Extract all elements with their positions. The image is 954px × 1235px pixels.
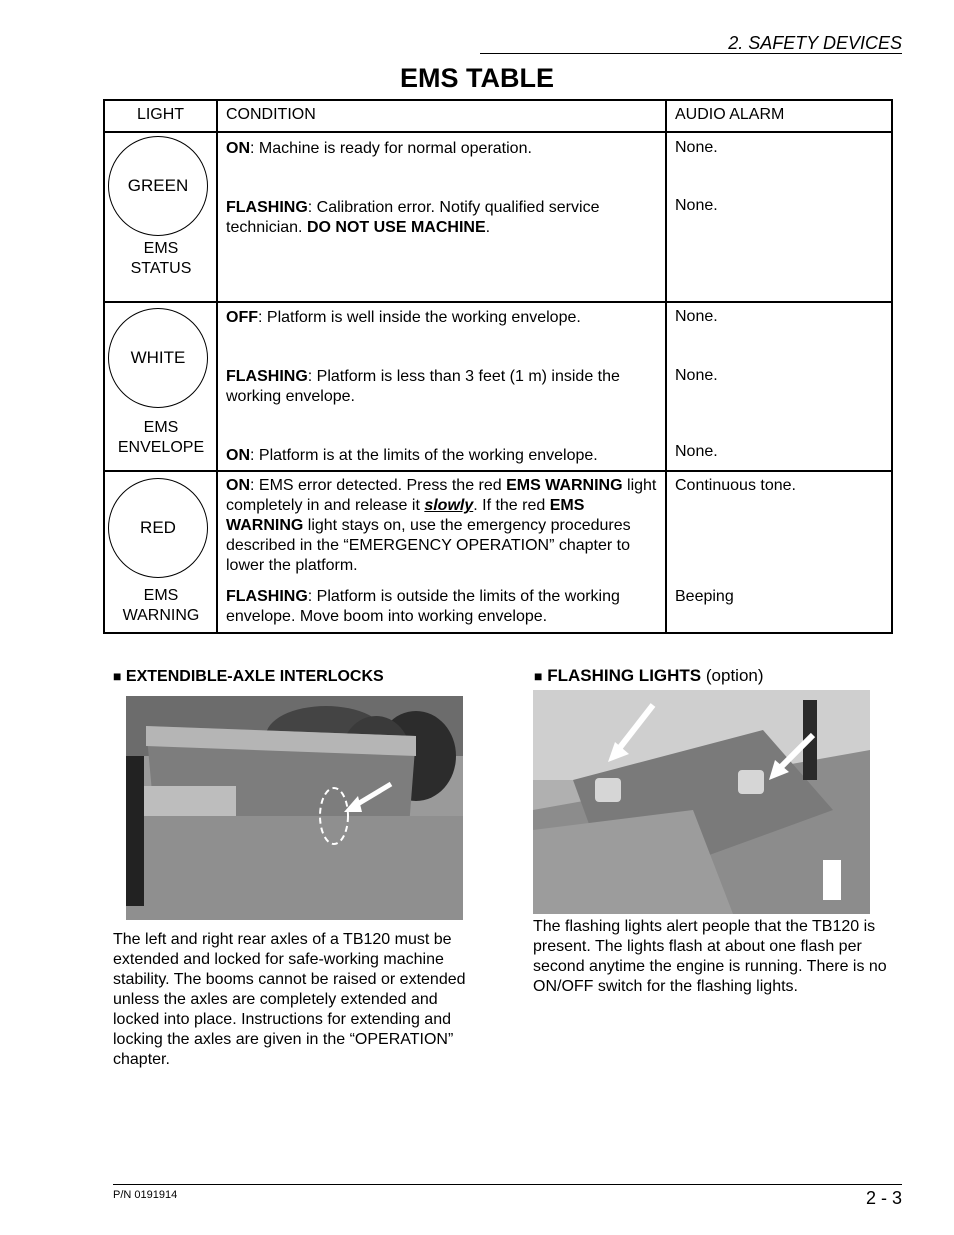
light-label-ems-status: EMS STATUS [130,240,192,277]
table-row-white [104,302,892,471]
page-title: EMS TABLE [400,63,554,93]
lights-photo-illustration [533,690,870,914]
condition-white-flashing: FLASHING: Platform is less than 3 feet (1 m) inside the working envelope. [226,368,620,405]
square-bullet-icon: ■ [534,668,543,684]
condition-white-off: OFF: Platform is well inside the working envelope. [226,309,581,326]
flashing-lights-photo [533,690,870,914]
condition-green-flashing: FLASHING: Calibration error. Notify qualified service technician. DO NOT USE MACHINE. [226,199,600,236]
header-condition: CONDITION [217,100,666,132]
light-label-ems-envelope: EMS ENVELOPE [117,419,205,456]
alarm-white-on: None. [675,443,718,460]
condition-red-flashing: FLASHING: Platform is outside the limits of the working envelope. Move boom into working envelope. [226,588,620,625]
condition-white-on: ON: Platform is at the limits of the working envelope. [226,447,598,464]
axle-photo-illustration [126,696,463,920]
alarm-red-on: Continuous tone. [675,477,796,494]
light-label-ems-warning: EMS WARNING [122,587,200,624]
section-header: 2. SAFETY DEVICES [480,33,902,54]
condition-cell-red [217,471,666,633]
light-cell-white [104,302,217,471]
header-audio-alarm: AUDIO ALARM [666,100,892,132]
condition-cell-white [217,302,666,471]
alarm-white-flashing: None. [675,367,718,384]
footer-divider [113,1184,902,1185]
light-cell-green [104,132,217,302]
page-number: 2 - 3 [865,1188,902,1208]
condition-cell-green [217,132,666,302]
flashing-lights-heading: ■ FLASHING LIGHTS (option) [534,666,764,685]
table-header-row [104,100,892,132]
alarm-green-flashing: None. [675,197,718,214]
condition-red-on: ON: EMS error detected. Press the red EMS WARNING light completely in and release it slowly. If the red EMS WARNING light stays on, use the emergency procedures described in the “EMERGENCY OPERATION” chapter to lower the platform. [226,477,657,574]
light-cell-red [104,471,217,633]
alarm-cell-green [666,132,892,302]
red-light-icon: RED [108,478,208,578]
alarm-cell-white [666,302,892,471]
ems-table [103,99,893,634]
axle-interlock-photo [126,696,463,920]
axle-interlock-text: The left and right rear axles of a TB120 must be extended and locked for safe-working machine stability. The booms cannot be raised or extended unless the axles are completely extended and locked into place. Instructions for extending and locking the axles are given in the “OPERATION” chapter. [113,931,466,1068]
part-number: P/N 0191914 [113,1189,178,1201]
alarm-green-on: None. [675,139,718,156]
alarm-white-off: None. [675,308,718,325]
green-light-icon: GREEN [108,136,208,236]
square-bullet-icon: ■ [113,668,122,684]
alarm-cell-red [666,471,892,633]
extendible-axle-heading: ■ EXTENDIBLE-AXLE INTERLOCKS [113,668,384,685]
white-light-icon: WHITE [108,308,208,408]
table-row-red [104,471,892,633]
condition-green-on: ON: Machine is ready for normal operation. [226,140,532,157]
flashing-lights-text: The flashing lights alert people that the TB120 is present. The lights flash at about one flash per second anytime the engine is running. There is no ON/OFF switch for the flashing lights. [533,918,887,995]
table-row-green [104,132,892,302]
alarm-red-flashing: Beeping [675,588,734,605]
header-light: LIGHT [104,100,217,132]
